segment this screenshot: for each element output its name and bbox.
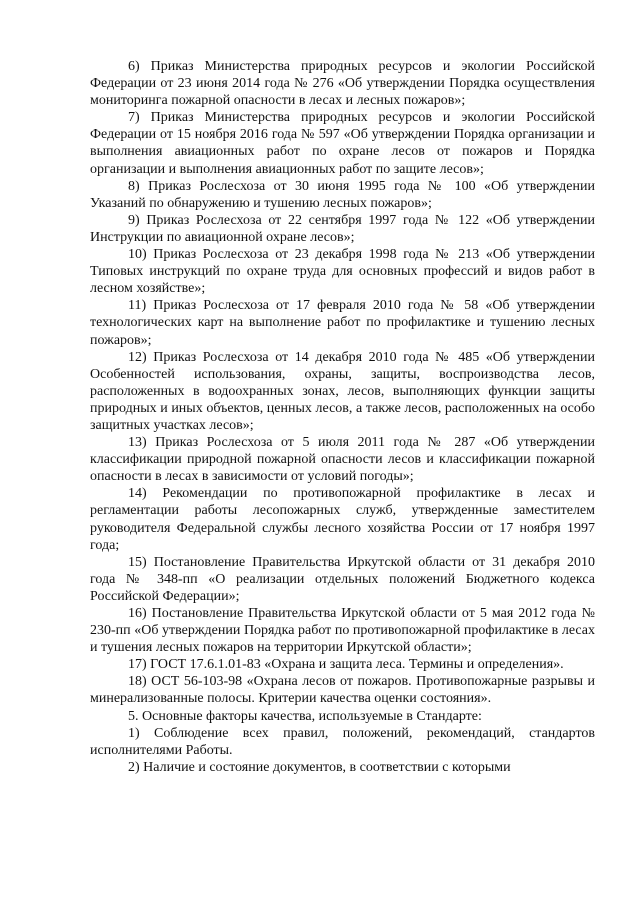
list-item: 11) Приказ Рослесхоза от 17 февраля 2010 года № 58 «Об утверждении технологических карт на выполнение работ по профилактике и тушению лесных пожаров»;	[90, 298, 595, 348]
list-item: 7) Приказ Министерства природных ресурсов и экологии Российской Федерации от 15 ноября 2016 года № 597 «Об утверждении Порядка организации и выполнения авиационных работ по охране лесов от пожаров и Порядка организации и выполнения авиационных работ по защите лесов»;	[90, 110, 595, 177]
list-item: 9) Приказ Рослесхоза от 22 сентября 1997 года № 122 «Об утверждении Инструкции по авиационной охране лесов»;	[90, 212, 595, 245]
list-item: 13) Приказ Рослесхоза от 5 июля 2011 года № 287 «Об утверждении классификации природной пожарной опасности лесов и классификации пожарной опасности в лесах в зависимости от условий погоды»;	[90, 435, 595, 485]
section-heading: 5. Основные факторы качества, используемые в Стандарте:	[128, 708, 482, 724]
list-item: 10) Приказ Рослесхоза от 23 декабря 1998 года № 213 «Об утверждении Типовых инструкций по охране труда для основных профессий и видов работ в лесном хозяйстве»;	[90, 247, 595, 297]
list-item: 1) Соблюдение всех правил, положений, рекомендаций, стандартов исполнителями Работы.	[90, 725, 595, 758]
list-item: 12) Приказ Рослесхоза от 14 декабря 2010 года № 485 «Об утверждении Особенностей использования, охраны, защиты, воспроизводства лесов, расположенных в водоохранных зонах, лесов, выполняющих функции защиты природных и иных объектов, ценных лесов, а также лесов, расположенных на особо защитных участках лесов»;	[90, 349, 595, 433]
list-item: 18) ОСТ 56-103-98 «Охрана лесов от пожаров. Противопожарные разрывы и минерализованные полосы. Критерии качества оценки состояния».	[90, 674, 595, 707]
list-item: 16) Постановление Правительства Иркутской области от 5 мая 2012 года № 230-пп «Об утверждении Порядка работ по противопожарной профилактике в лесах и тушения лесных пожаров на территории Иркутской области»;	[90, 606, 595, 656]
list-item: 6) Приказ Министерства природных ресурсов и экологии Российской Федерации от 23 июня 2014 года № 276 «Об утверждении Порядка осуществления мониторинга пожарной опасности в лесах и лесных пожаров»;	[90, 59, 595, 109]
list-item: 8) Приказ Рослесхоза от 30 июня 1995 года № 100 «Об утверждении Указаний по обнаружению и тушению лесных пожаров»;	[90, 178, 595, 211]
list-item: 17) ГОСТ 17.6.1.01-83 «Охрана и защита леса. Термины и определения».	[128, 657, 564, 673]
list-item: 15) Постановление Правительства Иркутской области от 31 декабря 2010 года № 348-пп «О реализации отдельных положений Бюджетного кодекса Российской Федерации»;	[90, 554, 595, 604]
list-item: 2) Наличие и состояние документов, в соответствии с которыми	[128, 759, 511, 775]
document-body	[90, 58, 595, 776]
list-item: 14) Рекомендации по противопожарной профилактике в лесах и регламентации работы лесопожарных служб, утвержденные заместителем руководителя Федеральной службы лесного хозяйства России от 17 ноября 1997 года;	[90, 486, 595, 553]
